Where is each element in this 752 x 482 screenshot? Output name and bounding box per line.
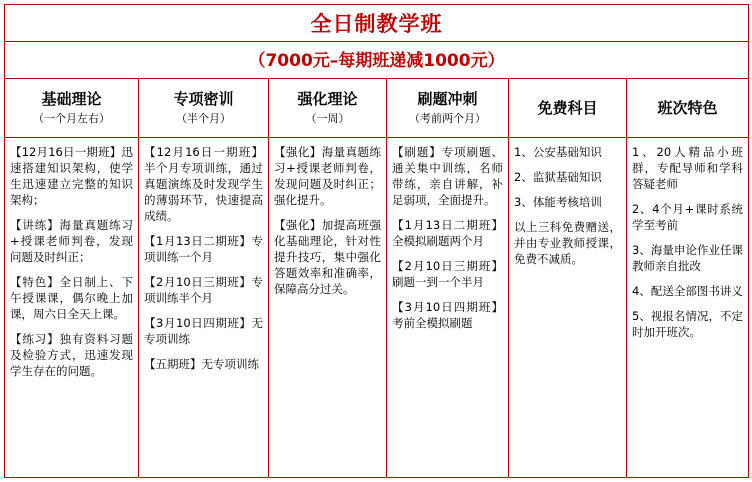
content-row bbox=[5, 138, 749, 478]
title-row-sub bbox=[5, 42, 749, 79]
cell-basic-theory bbox=[5, 138, 139, 478]
list-item: 1、20人精品小班群，专配导师和学科答疑老师 bbox=[632, 145, 744, 191]
paragraph: 【五期班】无专项训练 bbox=[144, 357, 259, 371]
title-row-main bbox=[5, 5, 749, 42]
title-main-cell bbox=[5, 5, 749, 42]
column-title: 免费科目 bbox=[537, 99, 598, 117]
paragraph: 以上三科免费赠送，并由专业教师授课，免费不减质。 bbox=[514, 220, 621, 266]
list-item: 2、监狱基础知识 bbox=[514, 170, 602, 184]
paragraph: 【强化】加提高班强化基础理论，针对性提升技巧，集中强化答题效率和准确率，保障高分过关。 bbox=[274, 218, 381, 296]
poster-title: 全日制教学班 bbox=[310, 12, 443, 36]
paragraph: 【3月10日四期班】无专项训练 bbox=[144, 316, 263, 346]
paragraph: 【讲练】海量真题练习+授课老师判卷，发现问题及时纠正； bbox=[10, 218, 133, 264]
column-header-question-sprint bbox=[387, 79, 509, 138]
list-item: 3、海量申论作业任课教师亲自批改 bbox=[632, 243, 744, 273]
list-item: 4、配送全部图书讲义 bbox=[632, 284, 743, 298]
cell-special-training bbox=[139, 138, 269, 478]
column-header-intensive-theory bbox=[269, 79, 387, 138]
cell-free-subjects bbox=[509, 138, 627, 478]
column-subtitle: （考前两个月） bbox=[409, 112, 486, 125]
column-header-free-subjects bbox=[509, 79, 627, 138]
paragraph: 【12月16日一期班】半个月专项训练，通过真题演练及时发现学生的薄弱环节，快速提高成绩。 bbox=[144, 145, 263, 223]
course-schedule-table bbox=[4, 4, 749, 478]
list-item: 2、4个月+课时系统学至考前 bbox=[632, 202, 744, 232]
column-header-basic-theory bbox=[5, 79, 139, 138]
cell-intensive-theory bbox=[269, 138, 387, 478]
paragraph: 【1月13日二期班】专项训练一个月 bbox=[144, 234, 263, 264]
paragraph: 【特色】全日制上、下午授课课，偶尔晚上加课，周六日全天上课。 bbox=[10, 275, 133, 321]
cell-class-features bbox=[627, 138, 749, 478]
column-subtitle: （一个月左右） bbox=[33, 112, 110, 125]
list-item: 3、体能考核培训 bbox=[514, 195, 602, 209]
column-title: 刷题冲刺 bbox=[417, 90, 478, 108]
column-title: 强化理论 bbox=[297, 90, 358, 108]
column-subtitle: （一周） bbox=[305, 112, 350, 125]
poster-subtitle: （7000元–每期班递减1000元） bbox=[248, 51, 505, 71]
title-sub-cell bbox=[5, 42, 749, 79]
paragraph: 【3月10日四期班】考前全模拟刷题 bbox=[392, 300, 503, 330]
paragraph: 【强化】海量真题练习+授课老师判卷，发现问题及时纠正；强化提升。 bbox=[274, 145, 381, 207]
column-header-class-features bbox=[627, 79, 749, 138]
paragraph: 【练习】独有资料习题及检验方式，迅速发现学生存在的问题。 bbox=[10, 332, 133, 378]
paragraph: 【12月16日一期班】迅速搭建知识架构，使学生迅速建立完整的知识架构； bbox=[10, 145, 133, 207]
column-title: 专项密训 bbox=[173, 90, 234, 108]
header-row bbox=[5, 79, 749, 138]
column-header-special-training bbox=[139, 79, 269, 138]
paragraph: 【2月10日三期班】刷题一到一个半月 bbox=[392, 259, 503, 289]
column-subtitle: （半个月） bbox=[176, 112, 231, 125]
column-title: 基础理论 bbox=[41, 90, 102, 108]
paragraph: 【2月10日三期班】专项训练半个月 bbox=[144, 275, 263, 305]
list-item: 1、公安基础知识 bbox=[514, 145, 602, 159]
cell-question-sprint bbox=[387, 138, 509, 478]
list-item: 5、视报名情况，不定时加开班次。 bbox=[632, 309, 744, 339]
paragraph: 【1月13日二期班】全模拟刷题两个月 bbox=[392, 218, 503, 248]
column-title: 班次特色 bbox=[657, 99, 718, 117]
paragraph: 【刷题】专项刷题、通关集中训练，名师带练，亲自讲解，补足弱项，全面提升。 bbox=[392, 145, 503, 207]
